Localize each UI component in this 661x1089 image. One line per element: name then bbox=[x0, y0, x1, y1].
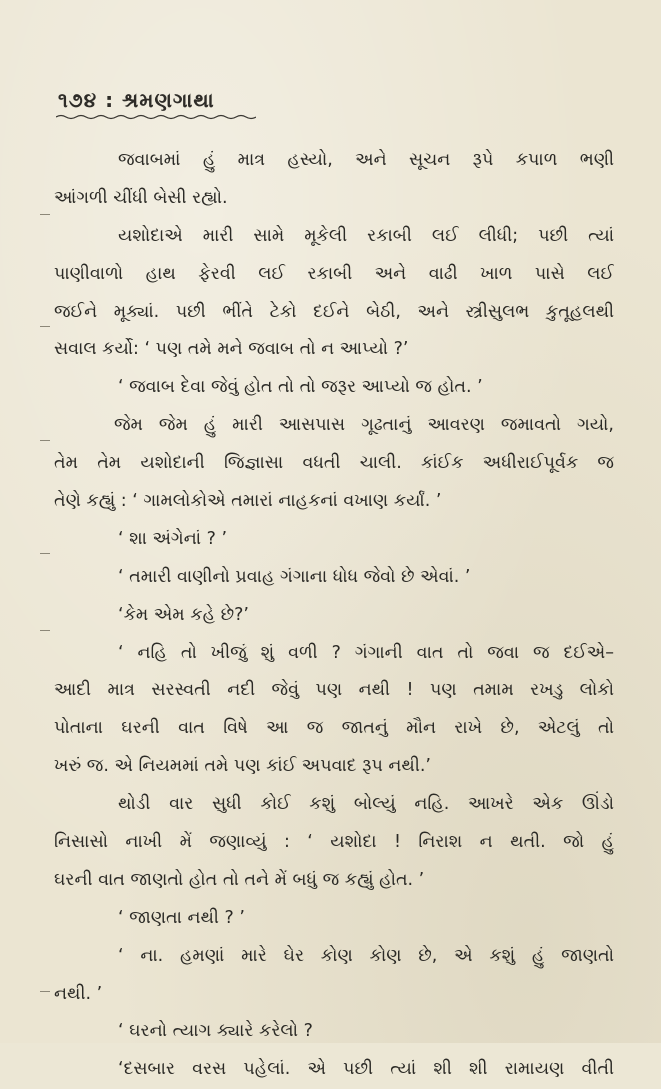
text-line: જેમ જેમ હું મારી આસપાસ ગૂઢતાનું આવરણ જમાવતો ગયો, bbox=[114, 415, 614, 436]
margin-mark bbox=[40, 630, 50, 631]
margin-mark bbox=[40, 991, 50, 992]
text-line: જવાબમાં હું માત્ર હસ્યો, અને સૂચન રૂપે કપાળ ભણી bbox=[118, 150, 614, 170]
text-line: પાણીવાળો હાથ ફેરવી લઈ રકાબી અને વાઢી ખાળ પાસે લઈ bbox=[54, 263, 614, 284]
text-line: ખરું જ. એ નિયમમાં તમે પણ કાંઈ અપવાદ રૂપ નથી.’ bbox=[54, 756, 431, 777]
margin-mark bbox=[40, 440, 50, 441]
margin-mark bbox=[40, 214, 50, 215]
text-line: આંગળી ચીંધી બેસી રહ્યો. bbox=[54, 187, 228, 208]
text-line: ‘ ના. હમણાં મારે ઘેર કોણ કોણ છે, એ કશું હું જાણતો bbox=[118, 945, 614, 966]
text-line: નથી. ’ bbox=[54, 983, 103, 1004]
running-head: ૧૭૪ : શ્રમણગાથા bbox=[58, 88, 215, 112]
text-line: તેણે કહ્યું : ‘ ગામલોકોએ તમારાં નાહકનાં વખાણ કર્યાં. ’ bbox=[54, 491, 442, 512]
text-line: ‘ જાણતા નથી ? ’ bbox=[118, 907, 245, 928]
text-line: નિસાસો નાખી મેં જણાવ્યું : ‘ યશોદા ! નિરાશ ન થતી. જો હું bbox=[54, 832, 614, 853]
text-line: જઈને મૂક્યાં. પછી ભીંતે ટેકો દઈને બેઠી, અને સ્ત્રીસુલભ કુતૂહલથી bbox=[54, 301, 614, 322]
text-line: તેમ તેમ યશોદાની જિજ્ઞાસા વધતી ચાલી. કાંઈક અધીરાઈપૂર્વક જ bbox=[54, 453, 614, 474]
text-line: ‘ ઘરનો ત્યાગ ક્યારે કરેલો ? bbox=[118, 1021, 313, 1042]
text-line: આદી માત્ર સરસ્વતી નદી જેવું પણ નથી ! પણ તમામ રખડુ લોકો bbox=[54, 680, 614, 701]
text-line: સવાલ કર્યો: ‘ પણ તમે મને જવાબ તો ન આપ્યો ?’ bbox=[54, 339, 409, 360]
text-line: ઘરની વાત જાણતો હોત તો તને મેં બધું જ કહ્યું હોત. ’ bbox=[54, 869, 425, 890]
text-line: ‘દસબાર વરસ પહેલાં. એ પછી ત્યાં શી શી રામાયણ વીતી bbox=[118, 1059, 614, 1080]
text-line: યશોદાએ મારી સામે મૂકેલી રકાબી લઈ લીધી; પછી ત્યાં bbox=[118, 225, 614, 246]
text-line: ‘કેમ એમ કહે છે?’ bbox=[118, 604, 249, 625]
text-line: ‘ જવાબ દેવા જેવું હોત તો તો જરૂર આપ્યો જ હોત. ’ bbox=[118, 377, 483, 398]
text-line: પોતાના ઘરની વાત વિષે આ જ જાતનું મૌન રાખે છે, એટલું તો bbox=[54, 718, 614, 739]
margin-mark bbox=[40, 553, 50, 554]
text-line: ‘ નહિ તો ખીજું શું વળી ? ગંગાની વાત તો જવા જ દઈએ– bbox=[118, 642, 614, 663]
text-line: ‘ તમારી વાણીનો પ્રવાહ ગંગાના ધોધ જેવો છે એવાં. ’ bbox=[118, 566, 471, 587]
text-line: ‘ શા અંગેનાં ? ’ bbox=[118, 528, 228, 549]
margin-mark bbox=[40, 326, 50, 327]
body-text bbox=[54, 142, 614, 1089]
running-head-underline bbox=[56, 114, 256, 120]
text-line: થોડી વાર સુધી કોઈ કશું બોલ્યું નહિ. આખરે એક ઊંડો bbox=[118, 794, 614, 815]
